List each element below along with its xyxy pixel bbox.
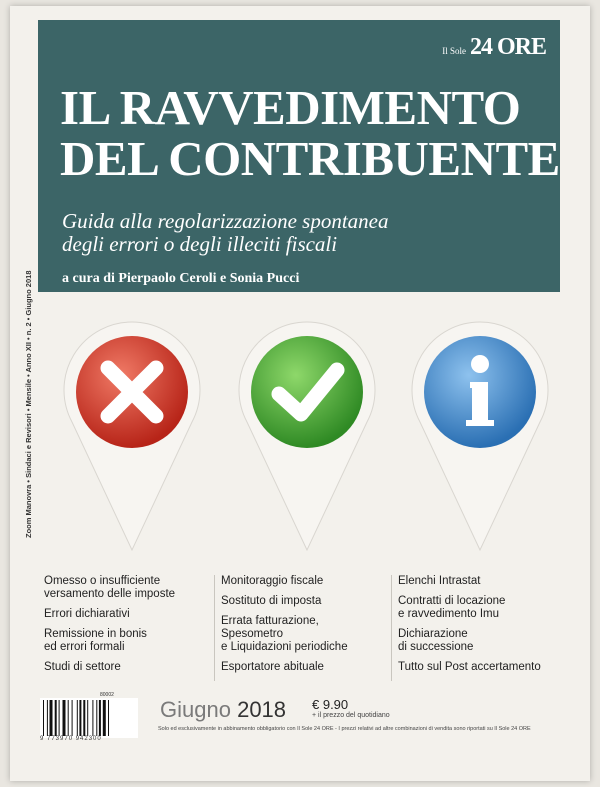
title-line: DEL CONTRIBUENTE (60, 131, 560, 186)
brand-big: 24 ORE (469, 34, 546, 60)
price: € 9.90 (312, 697, 349, 712)
subtitle-line: Guida alla regolarizzazione spontanea (62, 209, 389, 233)
icon-pins (52, 302, 562, 562)
topic-column (38, 575, 215, 681)
authors: a cura di Pierpaolo Ceroli e Sonia Pucci (62, 271, 300, 286)
topic-item: Remissione in bonis ed errori formali (44, 628, 147, 653)
brand-small: Il Sole (442, 46, 466, 56)
topic-item: Elenchi Intrastat (398, 575, 481, 587)
topic-column (392, 575, 568, 681)
brand-logo (442, 34, 546, 61)
topic-item: Dichiarazione di successione (398, 628, 474, 653)
topic-item: Tutto sul Post accertamento (398, 661, 541, 673)
topic-item: Errata fatturazione, Spesometro e Liquidazioni periodiche (221, 615, 348, 653)
topic-item: Studi di settore (44, 661, 121, 673)
issue-year: 2018 (237, 697, 287, 722)
price-note: + il prezzo del quotidiano (312, 712, 390, 719)
topic-item: Esportatore abituale (221, 661, 324, 673)
subtitle-line: degli errori o degli illeciti fiscali (62, 232, 338, 256)
topic-item: Contratti di locazione e ravvedimento Imu (398, 595, 506, 620)
cover-title (60, 82, 560, 184)
barcode (40, 698, 138, 738)
topic-item: Errori dichiarativi (44, 608, 130, 620)
cross-icon (52, 302, 212, 562)
topics (38, 575, 568, 681)
title-line: IL RAVVEDIMENTO (60, 80, 521, 135)
info-icon (400, 302, 560, 562)
topic-column (215, 575, 392, 681)
barcode-number: 9 773970 942300 (40, 736, 102, 742)
topic-item: Omesso o insufficiente versamento delle imposte (44, 575, 176, 600)
topic-item: Monitoraggio fiscale (221, 575, 324, 587)
check-icon (227, 302, 387, 562)
issue-date (160, 697, 286, 723)
spine-text: Zoom Manovra • Sindaci e Revisori • Mensile • Anno XII • n. 2 • Giugno 2018 (24, 270, 33, 538)
barcode-supplement: 80002 (100, 692, 114, 698)
issue-month: Giugno (160, 697, 231, 722)
cover-subtitle (62, 210, 388, 256)
fine-print: Solo ed esclusivamente in abbinamento obbligatorio con Il Sole 24 ORE - I prezzi relativi ad altre combinazioni di vendita sono riportati su Il Sole 24 ORE (158, 726, 531, 732)
topic-item: Sostituto di imposta (221, 595, 322, 607)
cover-header (38, 20, 560, 292)
